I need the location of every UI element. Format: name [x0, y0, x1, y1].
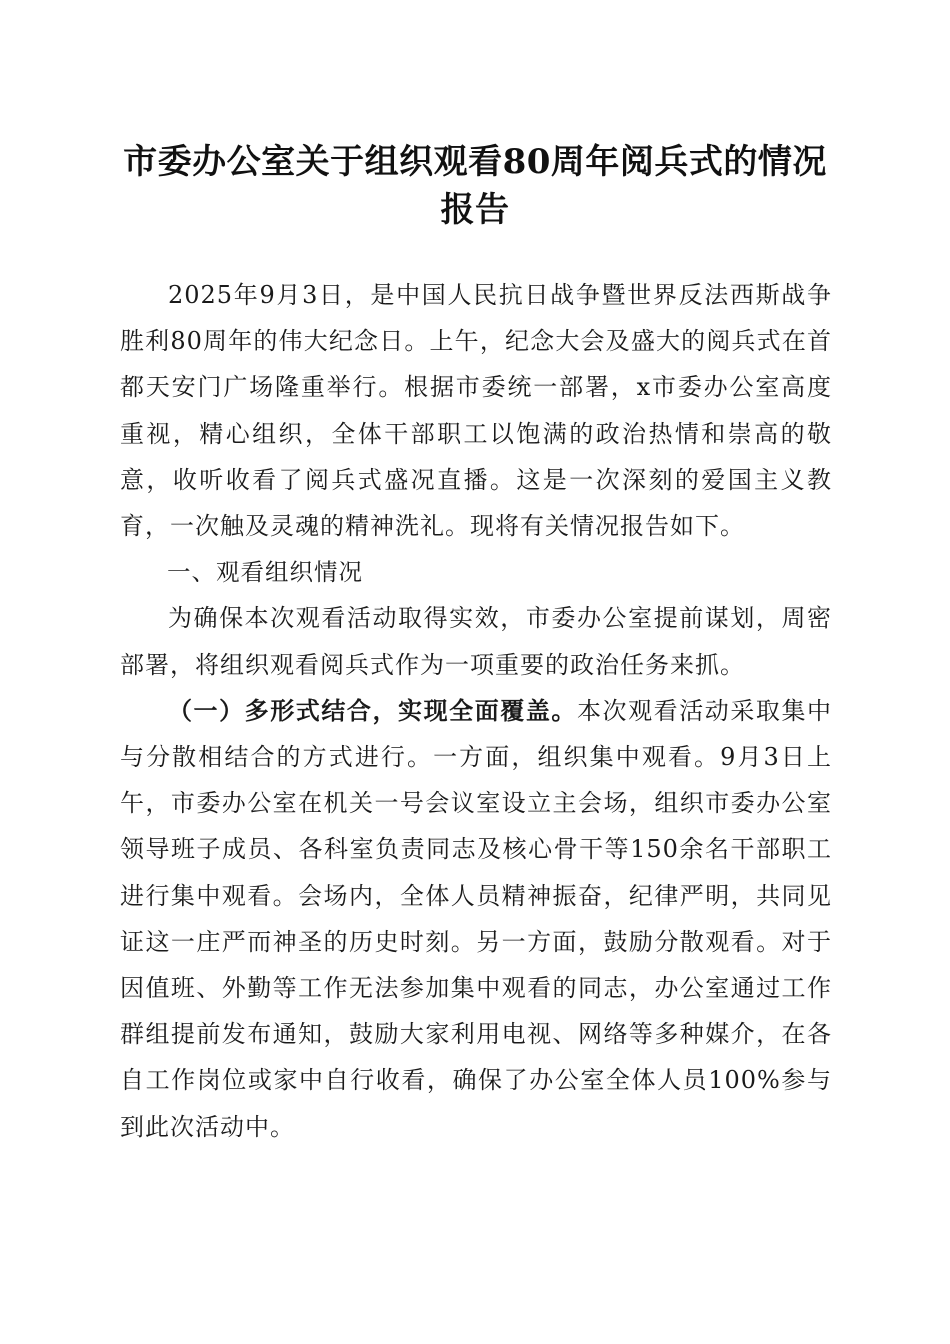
- document-body: [120, 272, 832, 1150]
- intro-paragraph: 2025年9月3日，是中国人民抗日战争暨世界反法西斯战争胜利80周年的伟大纪念日。上午，纪念大会及盛大的阅兵式在首都天安门广场隆重举行。根据市委统一部署，x市委办公室高度重视，精心组织，全体干部职工以饱满的政治热情和崇高的敬意，收听收看了阅兵式盛况直播。这是一次深刻的爱国主义教育，一次触及灵魂的精神洗礼。现将有关情况报告如下。: [120, 281, 832, 541]
- document-title: 市委办公室关于组织观看80周年阅兵式的情况报告: [123, 142, 827, 230]
- item-body-text: 本次观看活动采取集中与分散相结合的方式进行。一方面，组织集中观看。9月3日上午，市委办公室在机关一号会议室设立主会场，组织市委办公室领导班子成员、各科室负责同志及核心骨干等150余名干部职工进行集中观看。会场内，全体人员精神振奋，纪律严明，共同见证这一庄严而神圣的历史时刻。另一方面，鼓励分散观看。对于因值班、外勤等工作无法参加集中观看的同志，办公室通过工作群组提前发布通知，鼓励大家利用电视、网络等多种媒介，在各自工作岗位或家中自行收看，确保了办公室全体人员100%参与到此次活动中。: [120, 696, 833, 1141]
- item-lead-sentence: （一）多形式结合，实现全面覆盖。: [168, 695, 577, 725]
- section-intro-paragraph: 为确保本次观看活动取得实效，市委办公室提前谋划，周密部署，将组织观看阅兵式作为一项重要的政治任务来抓。: [120, 604, 832, 679]
- section-heading: 一、观看组织情况: [167, 558, 363, 587]
- item-paragraph: [120, 688, 832, 1150]
